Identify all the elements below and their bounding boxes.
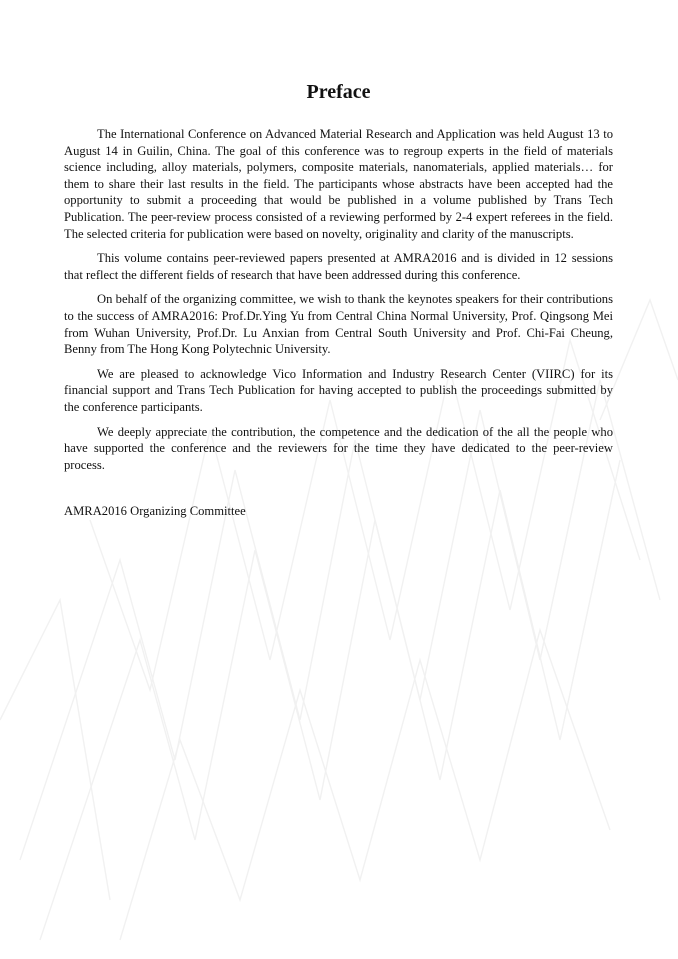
signature: AMRA2016 Organizing Committee <box>64 504 246 519</box>
paragraph-keynotes: On behalf of the organizing committee, we wish to thank the keynotes speakers for their contributions to the success of AMRA2016: Prof.Dr.Ying Yu from Central China Normal University, Prof. Qingsong Mei from Wuhan University, Prof.Dr. Lu Anxian from Central South University and Prof. Chi-Fai Cheung, Benny from The Hong Kong Polytechnic University. <box>64 292 613 357</box>
paragraph-intro: The International Conference on Advanced Material Research and Application was held August 13 to August 14 in Guilin, China. The goal of this conference was to regroup experts in the field of materials science including, alloy materials, polymers, composite materials, nanomaterials, applied materials… for them to share their last results in the field. The participants whose abstracts have been accepted had the opportunity to submit a proceeding that would be published in a volume published by Trans Tech Publication. The peer-review process consisted of a reviewing performed by 2-4 expert referees in the field. The selected criteria for publication were based on novelty, originality and clarity of the manuscripts. <box>64 127 613 241</box>
page-title: Preface <box>306 81 371 103</box>
paragraph-acknowledgement: We are pleased to acknowledge Vico Information and Industry Research Center (VIIRC) for its financial support and Trans Tech Publication for having accepted to publish the proceedings submitted by the conference participants. <box>64 366 613 414</box>
paragraph-appreciation: We deeply appreciate the contribution, the competence and the dedication of the all the people who have supported the conference and the reviewers for the time they have dedicated to the peer-review process. <box>64 424 613 472</box>
paragraph-volume: This volume contains peer-reviewed papers presented at AMRA2016 and is divided in 12 sessions that reflect the different fields of research that have been addressed during this conference. <box>64 251 613 282</box>
document-body <box>64 80 613 520</box>
